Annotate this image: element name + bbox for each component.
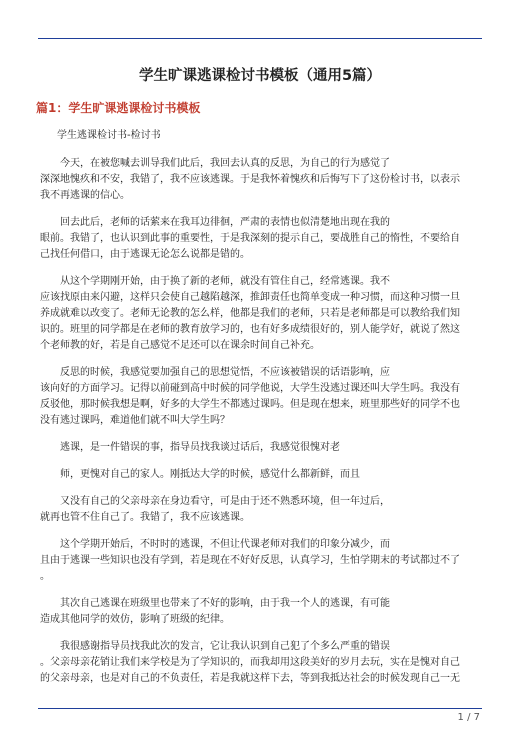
paragraph: [40, 365, 480, 429]
paragraph: [40, 467, 480, 483]
paragraph-line: 我不再逃课的信心。: [40, 190, 130, 201]
paragraph-line: 逃课，是一件错误的事，指导员找我谈过话后，我感觉很愧对老: [60, 442, 340, 453]
paragraph-line: 深深地愧疚和不安，我错了，我不应该逃课。于是我怀着愧疚和后悔写下了这份检讨书，以表示: [40, 174, 460, 185]
paragraph-line: 。父亲母亲花销让我们来学校是为了学知识的，而我却用这段美好的岁月去玩，实在是愧对自己: [40, 657, 460, 668]
paragraph-line: 。: [40, 571, 50, 582]
paragraph-line: 应该找原由来闪避，这样只会使自己越陷越深，推卸责任也简单变成一种习惯，而这种习惯一旦: [40, 292, 460, 303]
footer-rule: [38, 708, 482, 709]
page-number: 1 / 7: [457, 712, 480, 723]
document-body: [40, 156, 480, 687]
paragraph-line: 己找任何借口，由于逃课无论怎么说都是错的。: [40, 249, 250, 260]
paragraph-line: 我很感谢指导员找我此次的发言，它让我认识到自己犯了个多么严重的错误: [60, 641, 390, 652]
paragraph: [40, 215, 480, 263]
paragraph-line: 这个学期开始后，不时时的逃课，不但让代课老师对我们的印象分减少，而: [60, 539, 390, 550]
paragraph: [40, 537, 480, 585]
paragraph-line: 从这个学期刚开始，由于换了新的老师，就没有管住自己，经常逃课。我不: [60, 276, 390, 287]
header-rule: [38, 38, 482, 39]
paragraph-line: 回去此后，老师的话萦来在我耳边徘徊，严肃的表情也似清楚地出现在我的: [60, 217, 390, 228]
paragraph-line: 今天，在被您喊去训导我们此后，我回去认真的反思，为自己的行为感觉了: [60, 158, 390, 169]
document-title: 学生旷课逃课检讨书模板（通用5篇）: [138, 68, 382, 84]
paragraph: [40, 274, 480, 354]
document-page: [36, 66, 480, 698]
paragraph: [40, 494, 480, 526]
paragraph-line: 个老师教的好，若是自己感觉不足还可以在课余时间自己补充。: [40, 340, 320, 351]
paragraph-line: 反思的时候，我感觉要加强自己的思想觉悟，不应该被错误的话语影响，应: [60, 367, 390, 378]
document-subtitle: 学生逃课检讨书-检讨书: [57, 130, 161, 141]
paragraph-line: 的父亲母亲，也是对自己的不负责任，若是我就这样下去，等到我抵达社会的时候发现自己一无: [40, 673, 460, 684]
paragraph: [40, 440, 480, 456]
paragraph-line: 反驳他，那时候我想是啊，好多的大学生不都逃过课吗。但是现在想来，班里那些好的同学不也: [40, 399, 460, 410]
paragraph-line: 没有逃过课吗，难道他们就不叫大学生吗？: [40, 415, 230, 426]
paragraph-line: 养成就难以改变了。老师无论教的怎么样，他都是我们的老师，只若是老师都是可以教给我们知: [40, 308, 460, 319]
paragraph: [40, 596, 480, 628]
paragraph-line: 其次自己逃课在班级里也带来了不好的影响，由于我一个人的逃课，有可能: [60, 598, 390, 609]
paragraph-line: 识的。班里的同学都是在老师的教育放学习的，也有好多成绩很好的，别人能学好，就说了然这: [40, 324, 460, 335]
paragraph-line: 造成其他同学的效仿，影响了班级的纪律。: [40, 614, 230, 625]
paragraph-line: 就再也管不住自己了。我错了，我不应该逃课。: [40, 512, 250, 523]
paragraph: [40, 639, 480, 687]
paragraph-line: 师，更愧对自己的家人。刚抵达大学的时候，感觉什么都新鲜，而且: [60, 469, 360, 480]
paragraph-line: 该向好的方面学习。记得以前碰到高中时候的同学他说，大学生没逃过课还叫大学生吗。我没有: [40, 383, 460, 394]
section-heading: 篇1：学生旷课逃课检讨书模板: [36, 101, 201, 115]
paragraph-line: 眼前。我错了，也认识到此事的重要性，于是我深刻的提示自己，要战胜自己的惰性，不要给自: [40, 233, 460, 244]
paragraph: [40, 156, 480, 204]
paragraph-line: 又没有自己的父亲母亲在身边看守，可是由于还不熟悉环境，但一年过后，: [60, 496, 390, 507]
paragraph-line: 且由于逃课一些知识也没有学到，若是现在不好好反思，认真学习，生怕学期末的考试都过不了: [40, 555, 460, 566]
